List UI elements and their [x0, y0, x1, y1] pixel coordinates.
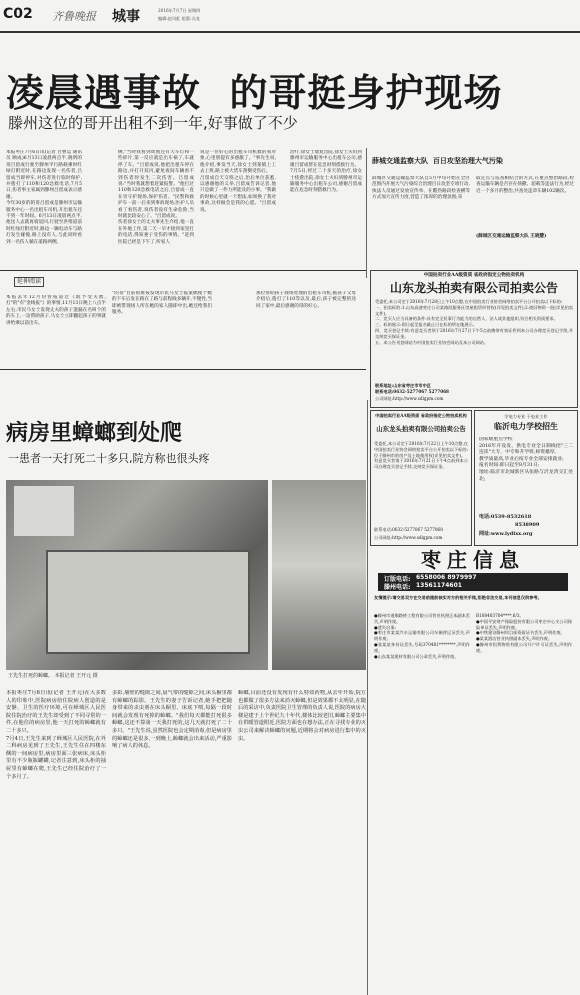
page-code: C02: [3, 6, 33, 22]
auction2-org: 中国拍卖行业AA级资质 省政府指定公物拍卖机构: [375, 413, 467, 418]
photo-caption: 王先生打死的蟑螂。 本报记者 王开元 摄: [8, 673, 98, 679]
auction1-address: 联系地址:山东省枣庄市市中区: [375, 383, 431, 388]
drawer-shape: [46, 550, 250, 654]
classifieds-left: ●滕州市道顺路桥工程有限公司营业执照正本副本丢失,声明作废。 ●遗失启事: ●枣庄市某某汽车运输有限公司车辆营运证丢失,声明作废。 ●张某某身份证丢失,号码370481********,声明作废。 ●山东某某建材有限公司公章丢失,声明作废。: [374, 613, 470, 659]
paper-name: 齐鲁晚报: [52, 10, 96, 23]
classifieds-right: B108403704****,6/3。 ●中国平安财产保险股份有限公司枣庄中心支公司保险单证丢失,声明作废。 ●中铁建设滕州项目部资质证书丢失,声明作废。 ●某某酒店营业执照副本丢失,声明作废。 ●滕州市恒利物资有限公司开户许可证丢失,声明作废。: [476, 613, 572, 653]
auction2-body: 受委托,本公司定于2016年7月22日上午10点整,在中国拍卖行业协会网络拍卖平台公开拍卖以下标的:位于滕州市的房产及土地使用权(详见拍卖文件)。 有意竞买者请于2016年7月21日下午4点前到本公司办理竞买登记手续,交纳竞买保证金。: [374, 441, 468, 470]
related-label: 延伸阅读: [14, 277, 44, 287]
editors: 编辑:赵凤虹 组版:冯龙: [158, 16, 200, 21]
hotline-label: 订版电话:: [384, 576, 411, 583]
hospital-headline: 病房里蟑螂到处爬: [6, 421, 183, 446]
tz-number: 13561174601: [416, 582, 462, 589]
school-phone-2: 8538909: [515, 522, 540, 528]
auction1-org: 中国拍卖行业AA级资质 省政府指定公物拍卖机构: [423, 273, 525, 278]
lead-divider: [366, 148, 367, 278]
section-name: 城事: [112, 9, 140, 25]
auction2-website[interactable]: 公司网址:http://www.sdlgpm.com: [374, 535, 443, 540]
lead-col-3: 说是一位好心的出租车司机救的我对象,心里别提有多感激了。"事先生说,他介绍,事发当天,徐女士到某镇上工去上班,路上被大货车刮倒受伤后。 吕留成自天交班之后,治后单位获悉,以感谢他的义举,吕留成告诉记者,他只是做了一件力所能及的小事。"我做的时候心里就一个想法,如果换了我对事故,这样做会是我的心愿。"吕留成说。: [200, 150, 276, 213]
tz-label: 滕州电话:: [384, 584, 411, 591]
pollution-byline: (薛城区交通运输监察大队 王晓慧): [476, 234, 547, 239]
hospital-col-3: 蟑螂,目前还没有发现有什么特效药物,从去年开始,院方也都做了很多方法来消灭蟑螂,但是效果都不太明显,在随后的采访中,负责医院卫生管理的负责人说,医院的病房大楼是建于上个世纪九十年代,楼体比较老旧,蟑螂主要集中在供暖管道附近,医院方面也在想办法,正在寻找专业的灭虫公司来解决蟑螂的问题,近期将会对病房进行集中的灭虫。: [238, 690, 366, 742]
auction1-phone: 联系电话:0632-5277067 5277068: [375, 389, 449, 394]
auction-notice-2: [370, 410, 472, 546]
auction2-title: 山东龙头拍卖有限公司拍卖公告: [376, 425, 466, 433]
school-name: 临沂电力学校招生: [494, 422, 558, 431]
issue-date: 2016年7月7日 星期四: [158, 8, 201, 13]
related-box: [0, 270, 366, 370]
related-col-2: "的哥"目前很难按发现市民马女士报案偶使于她的下车后发在路在了路与前程线多辆开,不慢性,当即被带现场人所在她的家人随即中出,她还给我们服务。: [112, 291, 212, 316]
auction1-title: 山东龙头拍卖有限公司拍卖公告: [389, 281, 558, 295]
hospital-col-1: 本报枣庄7月6日讯(记者 王开元)在大多数人的印象中,医院病房给住院病人创造的是安静、卫生的医疗环境,可在峄城区人民医院住院治疗的王先生却受到了不同寻常的一件,在他住的病房里,他一天打死的蟑螂就有二十多只。 7月4日,王先生来到了峄城区人民医院,在外二科病房见到了王先生,王先生住在四楼东侧的一间病房里,病房里面三张病床,床头柜里有不少瓶瓶罐罐,记者注意到,床头柜的抽屉里有蟑螂在爬,王先生已经住院治疗了一个多月了。: [6, 690, 106, 780]
school-slogan: 学电力专业 干电业工作: [504, 414, 548, 419]
related-col-3: 那位帮助孩子现场处理的出租车司机,据孩子父母介绍后,拨打了110等以及,最后,孩子被完整的送回了家中,最后感谢的哥的好心。: [256, 291, 356, 309]
ward-photo: [272, 480, 366, 670]
auction1-body: 受委托,本公司定于2016年7月28日上午10点整,在中国拍卖行业协会网络拍卖平台公开拍卖以下标的: 一、拍卖标的:1.山东高速枣庄公司某路段服务区房屋租赁经营权(详见拍卖文件);2.废旧物资一批(详见拍卖文件)。 二、竞买人应当具备的条件:具有完全民事行为能力的自然人、法人或其他组织,符合相关资质要求。 三、标的展示:即日起至报名截止日在标的所在地展示。 四、竞买登记手续:有意竞买者须于2016年7月27日下午5点前携带有效证件到本公司办理竞买登记手续,并交纳竞买保证金。 五、本公告刊登网站为中国拍卖行业协会网站及本公司网站。: [375, 299, 573, 345]
classifieds-section: [370, 549, 576, 993]
main-column-divider: [367, 400, 368, 995]
school-ad: [474, 410, 578, 546]
pollution-headline: 薛城交通监察大队 百日攻坚治理大气污染: [372, 157, 503, 165]
auction1-website[interactable]: 公司网址:http://www.sdlgpm.com: [375, 396, 444, 401]
page-header: [0, 0, 580, 32]
lead-headline: 凌晨遇事故 的哥挺身护现场: [6, 71, 503, 115]
lead-subhead: 滕州这位的哥开出租不到一年,好事做了不少: [8, 114, 298, 132]
hotline-bar: [378, 573, 568, 591]
lead-col-1: 本报枣庄7月6日讯(记者 甘曹运 通讯员 顾成)6月13日凌晨两点半,晓明的哥吕留成行驶至滕州平行路载乘时红绿灯附近时,在路边发现一名伤者,吕留成当即停车,对伤者进行临时保护,并拨打了110和120急救电话,7月5日,伤者事主家属到滕州吕留成表示感谢。 今年30岁的的哥吕留成是滕州市运输服务中心一名出租车司机,开出租车还不到一年时间。6月13日凌晨两点半,他送人去就再骑返回,行驶至洪绪道前时红绿灯附近时,路边一辆电动车与路灯发生碰撞,路上没有人,与此同时看到一名伤人躺在道路两侧。: [6, 150, 82, 245]
window-shape: [14, 486, 74, 536]
school-website[interactable]: 网址:www.lydlxx.org: [479, 531, 533, 537]
hospital-subhead: 一患者一天打死二十多只,院方称也很头疼: [8, 452, 210, 465]
classifieds-notice: 友情提示:请交易双方在交易前提前核实对方的相关手续,拒绝非法交易,本刊信息仅供参考。: [374, 595, 542, 600]
auction2-phone: 联系电话:0632-5277067 5277068: [374, 527, 443, 532]
pollution-col-2: 取定点与巡查相结合的方式,在重点整治路段,检查运输车辆是否存在扬撒、超载等违法行为,经过近一个多月的整治,共查处违章车辆102辆次。: [476, 176, 574, 194]
hotline-number: 6558006 8979997: [416, 574, 477, 581]
lead-col-4: 治疗,徐女士康复出院,徐女士夫妇到滕州市运输服务中心出租车公司,感谢吕留成帮在危急时刻搭救行为。 7月5日,经过二十多天的治疗,徐女士痊愈出院,徐女士夫妇到滕州市运输服务中心出租车公司,感谢吕留成能在危急时刻搭救行为。: [290, 150, 362, 194]
school-body: 国家级重点学校 2016年开设发、供电专业全日制线招"三二连读"大专、中专和升学班,师资雄厚, 教学质量高,毕业后按专业全部安排就业; 报名时间:即日起至8月31日; 地址:临沂市北城新区从张路与沂龙湾交汇处北;: [479, 437, 573, 482]
cockroach-photo: [6, 480, 268, 670]
hospital-col-2: 多影,墙壁的缝隙之间,晨气带的缝隙之间,床头橱里都有蟑螂的踪影。王先生的妻子告诉记者,她手把把随身带来的杀虫剂在床头橱里、床底下喷,每隔一段时间就会发现有死掉的蟑螂。"我们每天都能打死很多蟑螂,这还不算第一天我打死的,这几天就打死了二十多只。"王先生说,虽然医院也会定期消毒,但是病房里的蟑螂还是很多,一到晚上,蟑螂就会出来活动,严重影响了病人的休息。: [112, 690, 232, 750]
auction-notice-1: [370, 270, 578, 408]
header-rule: [0, 31, 580, 33]
pollution-col-1: 薛城区交通运输监察大队自5月中旬开始在全区范围内开展大气污染综合治理百日攻坚专项行动,执法人员通过发放宣传单、在酷热路段检查横等方式加大宣传力度,营造了浓厚的治理氛围;采: [372, 176, 470, 201]
related-col-1: 本报去年12月份曾报道过《既予受关救,打"的"有"金线报"》的事情,11月13日晚上八点半左右,市民马女士发现丈夫的孩子遗漏在名叫个的的车上,一边帮助孩子,马女士立即翻起孩子的事就讲给乘以前出车。: [6, 295, 106, 326]
lead-col-2: 侧,"当时我看到周围还有大车灯和一些碎片,第一反应就是出车祸了,车就停了车。"吕留成说,他把出租车停在路边,并打开双闪,避免夜间车辆看不到伤者时发生二次伤害。吕留成说:"当时我就想着赶紧报警。"他打过110和120急救电话之后,吕留成一直在旁守护现场,保护伤者。"民警和救护车一前一后来到事故现场,医护人员看了看伤者,说伤者没有生命危险,当时就比较安心了。"吕留成说。 伤者徐女士的丈夫事先生介绍,他一直在外地工作,第二天一早才接到家里打的电话,得知妻子受伤的事情。"赶到医院已经是下午了,听家人: [118, 150, 194, 245]
school-phone: 电话:0539-8532618: [479, 514, 532, 520]
classifieds-title: 枣庄信息: [421, 548, 525, 572]
